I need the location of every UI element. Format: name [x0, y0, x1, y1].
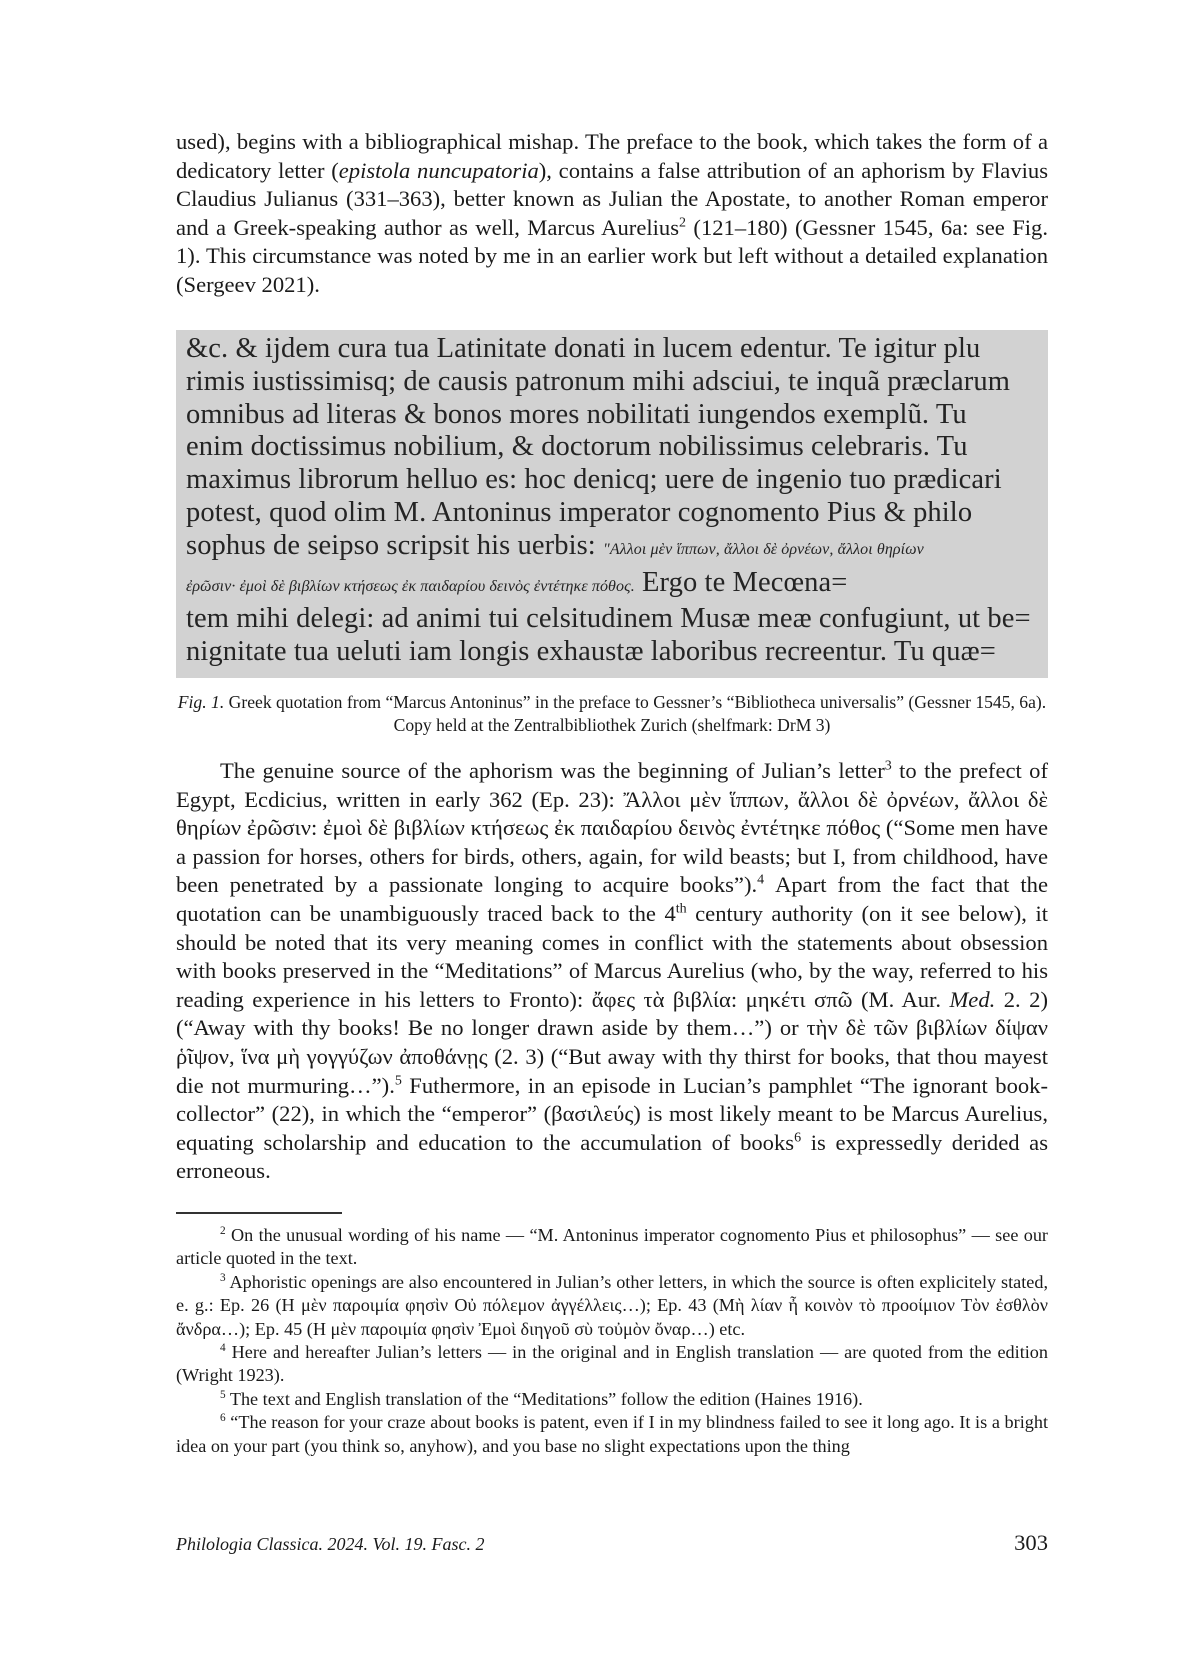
scan-line: &c. & ijdem cura tua Latinitate donati in lucem edentur. Te igitur plu [186, 333, 981, 364]
scan-line: nignitate tua ueluti iam longis exhaustæ laboribus recreentur. Tu quæ= [186, 636, 996, 668]
text-run: ), contains a false attribution of an aphorism by Flavius Claudius Julianus (331–363), better known as Julian the Apostate, to another Roman emperor and a Greek-speaking author as well, Marcus Aurelius [176, 157, 1048, 240]
scan-greek: "Αλλοι μὲν ἵππων, ἄλλοι δὲ ὀρνέων, ἄλλοι θηρίων [603, 540, 924, 558]
page [176, 0, 1048, 1655]
scan-line: tem mihi delegi: ad animi tui celsitudinem Musæ meæ confugiunt, ut be= [186, 603, 1031, 635]
footnote-number: 4 [220, 1341, 226, 1354]
footnote-ref[interactable]: 3 [884, 758, 892, 774]
footnotes [176, 1224, 1048, 1458]
figure-scan [176, 330, 1048, 678]
footnote-ref[interactable]: 6 [794, 1130, 802, 1146]
scan-line: rimis iustissimisq; de causis patronum mihi adsciui, te inquã præclarum [186, 365, 1010, 397]
paragraph-intro [176, 128, 1048, 300]
footnote [176, 1224, 1048, 1271]
text-run: The genuine source of the aphorism was the beginning of Julian’s letter [220, 758, 885, 783]
page-footer [176, 1530, 1048, 1560]
text-run: Futhermore, in an episode in Lucian’s pamphlet “The ignorant book-collector” (22), in which the “emperor” (βασιλεύς) is most likely meant to be Marcus Aurelius, equating scholarship and education to the accumulation of books [176, 1072, 1048, 1155]
scan-line [186, 567, 1048, 604]
text-run: is expressedly derided as erroneous. [176, 1129, 1048, 1184]
text-run: Apart from the fact that the quotation can be unambiguously traced back to the 4 [176, 872, 1048, 926]
scan-greek: ἐρῶσιν· ἐμοὶ δὲ βιβλίων κτήσεως ἐκ παιδαρίου δεινὸς ἐντέτηκε πόθος. [186, 577, 635, 595]
scan-line: enim doctissimus nobilium, & doctorum nobilissimus celebraris. Tu [186, 431, 968, 463]
footnote-divider [176, 1212, 342, 1214]
text-run: 2. 2) (“Away with thy books! Be no longer drawn aside by them…”) or τὴν δὲ τῶν βιβλίων δίψαν ῥῖψον, ἵνα μὴ γογγύζων ἀποθάνῃς (2. 3) (“But away with thy thirst for books, that thou mayest die not murmuring…”). [176, 986, 1048, 1098]
text-run: used), begins with a bibliographical mishap. The preface to the book, which takes the form of a dedicatory letter ( [176, 129, 1048, 183]
paragraph-main [176, 757, 1048, 1186]
scan-line [186, 530, 1048, 567]
footnote-number: 2 [220, 1224, 226, 1237]
footnote [176, 1271, 1048, 1341]
page-number: 303 [1014, 1530, 1048, 1555]
italic-term: Med. [949, 986, 996, 1012]
ordinal-suffix: th [675, 901, 687, 917]
footnote [176, 1341, 1048, 1388]
footnote-number: 6 [220, 1412, 226, 1425]
figure-label: Fig. 1. [177, 692, 225, 712]
footnote-text: Aphoristic openings are also encountered in Julian’s other letters, in which the source is often explicitely stated, e. g.: Ep. 26 (Η μὲν παροιμία φησὶν Οὐ πόλεμον ἀγγέλλεις…); Ep. 43 (Μὴ λίαν ἦ κοινὸν τὸ προοίμιον Τὸν ἐσθλὸν ἄνδρα…); Ep. 45 (Η μὲν παροιμία φησὶν Ἐμοὶ διηγοῦ σὺ τοὐμὸν ὄναρ…) etc. [176, 1271, 1048, 1339]
text-run: to the prefect of Egypt, Ecdicius, written in early 362 (Ep. 23): Ἄλλοι μὲν ἵππων, ἄλλοι δὲ ὀρνέων, ἄλλοι δὲ θηρίων ἐρῶσιν: ἐμοὶ δὲ βιβλίων κτήσεως ἐκ παιδαρίου δεινὸς ἐντέτηκε πόθος (“Some men have a passion for horses, others for birds, others, again, for wild beasts; but I, from childhood, have been penetrated by a passionate longing to acquire books”). [176, 758, 1048, 898]
footnote-text: Here and hereafter Julian’s letters — in the original and in English translation — are quoted from the edition (Wright 1923). [176, 1342, 1048, 1386]
footnote-number: 3 [220, 1271, 226, 1284]
caption-text: Greek quotation from “Marcus Antoninus” in the preface to Gessner’s “Bibliotheca universalis” (Gessner 1545, 6a). Copy held at the Zentralbibliothek Zurich (shelfmark: DrM 3) [224, 692, 1047, 735]
footnote [176, 1388, 1048, 1411]
figure-caption [176, 691, 1048, 737]
scan-text: Ergo te Mecœna= [634, 566, 848, 598]
scan-line: potest, quod olim M. Antoninus imperator cognomento Pius & philo [186, 496, 973, 528]
footnote-ref[interactable]: 4 [757, 872, 765, 888]
footnote [176, 1411, 1048, 1458]
footnote-text: The text and English translation of the “Meditations” follow the edition (Haines 1916). [225, 1388, 863, 1409]
italic-term: epistola nuncupatoria [338, 157, 539, 183]
text-run: (121–180) (Gessner 1545, 6a: see Fig. 1). This circumstance was noted by me in an earlier work but left without a detailed explanation (Sergeev 2021). [176, 214, 1048, 297]
footnote-text: “The reason for your craze about books is patent, even if I in my blindness failed to see it long ago. It is a bright idea on your part (you think so, anyhow), and you base no slight expectations upon the thing [176, 1412, 1048, 1456]
footnote-ref[interactable]: 2 [679, 215, 686, 231]
scan-line: omnibus ad literas & bonos mores nobilitati iungendos exemplũ. Tu [186, 398, 967, 430]
journal-title: Philologia Classica. 2024. Vol. 19. Fasc. 2 [176, 1534, 485, 1554]
scan-line: maximus librorum helluo es: hoc denicq; uere de ingenio tuo prædicari [186, 464, 1002, 496]
footnote-number: 5 [220, 1388, 226, 1401]
footnote-text: On the unusual wording of his name — “M. Antoninus imperator cognomento Pius et philosophus” — see our article quoted in the text. [176, 1225, 1048, 1269]
text-run: century authority (on it see below), it should be noted that its very meaning comes in conflict with the statements about obsession with books preserved in the “Meditations” of Marcus Aurelius (who, by the way, referred to his reading experience in his letters to Fronto): ἄφες τὰ βιβλία: μηκέτι σπῶ (M. Aur. [176, 900, 1049, 1012]
scan-text: sophus de seipso scripsit his uerbis: [186, 529, 596, 561]
footnote-ref[interactable]: 5 [394, 1073, 402, 1088]
